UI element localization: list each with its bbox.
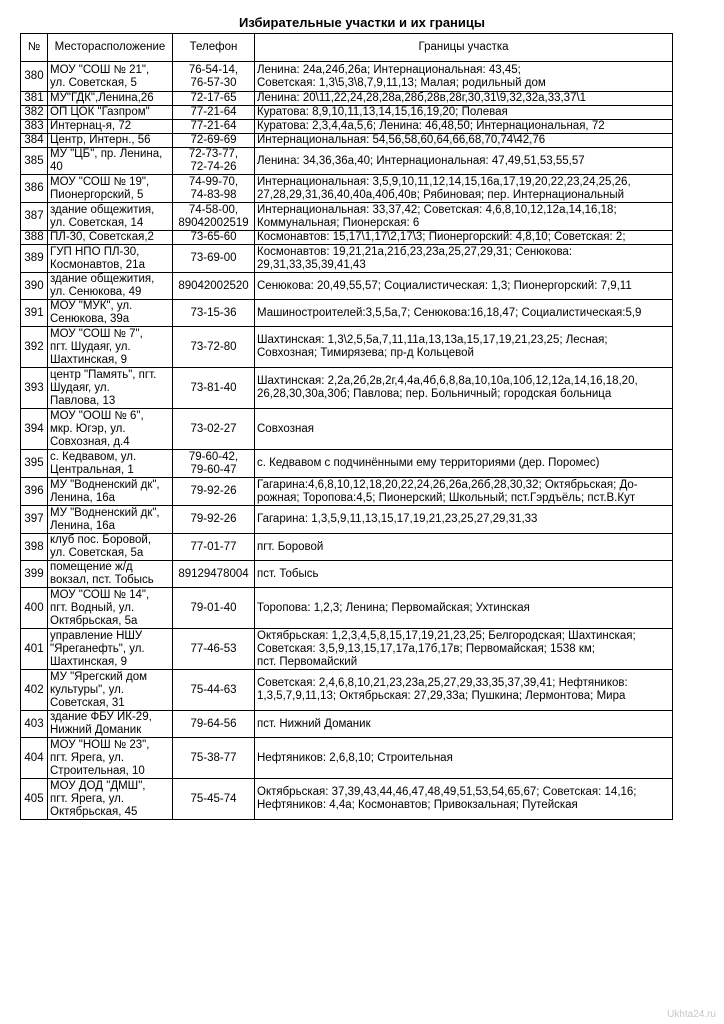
row-location-line: клуб пос. Боровой, bbox=[50, 534, 152, 546]
row-number: 402 bbox=[21, 670, 48, 711]
row-phone-line: 79-60-47 bbox=[190, 463, 237, 476]
row-location-line: МОУ "НОШ № 23", bbox=[50, 738, 150, 751]
row-location bbox=[48, 92, 173, 106]
row-boundaries bbox=[255, 368, 673, 409]
row-boundaries bbox=[255, 506, 673, 534]
row-location-line: МУ"ГДК",Ленина,26 bbox=[50, 92, 154, 104]
row-phone-line: 77-01-77 bbox=[190, 540, 237, 553]
row-location bbox=[48, 231, 173, 245]
table-row bbox=[21, 273, 673, 300]
row-phone bbox=[173, 588, 255, 629]
row-location bbox=[48, 134, 173, 148]
row-location-line: Строительная, 10 bbox=[50, 764, 145, 777]
row-boundaries bbox=[255, 409, 673, 450]
row-location-line: МУ "ЦБ", пр. Ленина, bbox=[50, 148, 163, 160]
row-boundaries bbox=[255, 203, 673, 231]
row-number: 395 bbox=[21, 450, 48, 478]
row-location-line: Центральная, 1 bbox=[50, 463, 134, 476]
row-phone bbox=[173, 273, 255, 300]
row-boundaries bbox=[255, 670, 673, 711]
row-boundaries bbox=[255, 327, 673, 368]
row-boundaries-line: Машиностроителей:3,5,5а,7; Сенюкова:16,18,47; Социалистическая:5,9 bbox=[257, 306, 642, 319]
row-location bbox=[48, 670, 173, 711]
row-number: 381 bbox=[21, 92, 48, 106]
table-row bbox=[21, 629, 673, 670]
row-phone-line: 75-45-74 bbox=[190, 792, 237, 805]
row-phone bbox=[173, 629, 255, 670]
table-row bbox=[21, 327, 673, 368]
table-row bbox=[21, 231, 673, 245]
table-row bbox=[21, 92, 673, 106]
row-location-line: 40 bbox=[50, 161, 63, 173]
row-location-line: пгт. Ярега, ул. bbox=[50, 751, 125, 764]
row-phone bbox=[173, 62, 255, 92]
row-boundaries-line: Совхозная; Тимирязева; пр-д Кольцевой bbox=[257, 347, 474, 359]
row-boundaries bbox=[255, 231, 673, 245]
row-number: 387 bbox=[21, 203, 48, 231]
row-location bbox=[48, 273, 173, 300]
table-row bbox=[21, 106, 673, 120]
table-row bbox=[21, 450, 673, 478]
row-phone-line: 75-38-77 bbox=[190, 751, 237, 764]
table-row bbox=[21, 506, 673, 534]
row-phone bbox=[173, 148, 255, 175]
row-phone bbox=[173, 92, 255, 106]
row-number: 400 bbox=[21, 588, 48, 629]
row-boundaries-line: пгт. Боровой bbox=[257, 540, 324, 553]
row-boundaries bbox=[255, 629, 673, 670]
row-location-line: Советская, 31 bbox=[50, 696, 125, 709]
row-location-line: здание общежития, bbox=[50, 203, 155, 216]
row-boundaries-line: пст. Тобысь bbox=[257, 567, 319, 580]
row-boundaries-line: Интернациональная: 3,5,9,10,11,12,14,15,16а,17,19,20,22,23,24,25,26, bbox=[257, 175, 631, 188]
row-location-line: ПЛ-30, Советская,2 bbox=[50, 231, 154, 243]
row-number: 382 bbox=[21, 106, 48, 120]
row-number: 380 bbox=[21, 62, 48, 92]
row-location bbox=[48, 106, 173, 120]
row-boundaries-line: Октябрьская: 1,2,3,4,5,8,15,17,19,21,23,25; Белгородская; Шахтинская; bbox=[257, 629, 636, 642]
row-phone-line: 73-15-36 bbox=[190, 306, 237, 319]
row-phone bbox=[173, 120, 255, 134]
row-location bbox=[48, 245, 173, 273]
row-phone-line: 76-54-14, bbox=[188, 63, 239, 76]
row-location-line: МОУ "СОШ № 21", bbox=[50, 63, 150, 76]
row-boundaries-line: Коммунальная; Пионерская: 6 bbox=[257, 216, 420, 229]
row-location-line: МОУ ДОД "ДМШ", bbox=[50, 779, 146, 792]
row-location-line: ул. Советская, 14 bbox=[50, 216, 144, 229]
row-phone-line: 89042002520 bbox=[178, 279, 249, 292]
row-phone-line: 79-01-40 bbox=[190, 601, 237, 614]
row-boundaries bbox=[255, 588, 673, 629]
row-phone bbox=[173, 368, 255, 409]
row-location-line: Интернац-я, 72 bbox=[50, 120, 132, 132]
row-phone-line: 73-65-60 bbox=[190, 231, 237, 243]
row-number: 384 bbox=[21, 134, 48, 148]
row-phone-line: 77-21-64 bbox=[190, 120, 237, 132]
table-body bbox=[21, 62, 673, 820]
row-boundaries bbox=[255, 300, 673, 327]
row-phone bbox=[173, 245, 255, 273]
row-phone bbox=[173, 300, 255, 327]
row-phone-line: 79-64-56 bbox=[190, 717, 237, 730]
row-location-line: Нижний Доманик bbox=[50, 724, 142, 736]
row-location bbox=[48, 779, 173, 820]
row-location bbox=[48, 120, 173, 134]
row-location-line: ОП ЦОК "Газпром" bbox=[50, 106, 150, 118]
row-location-line: Совхозная, д.4 bbox=[50, 435, 130, 448]
row-number: 385 bbox=[21, 148, 48, 175]
row-location-line: Сенюкова, 39а bbox=[50, 313, 130, 325]
row-phone bbox=[173, 231, 255, 245]
row-location bbox=[48, 175, 173, 203]
row-phone bbox=[173, 450, 255, 478]
watermark: Ukhta24.ru bbox=[667, 1009, 716, 1020]
row-phone-line: 74-99-70, bbox=[188, 175, 239, 188]
row-boundaries-line: Гагарина: 1,3,5,9,11,13,15,17,19,21,23,25,27,29,31,33 bbox=[257, 513, 538, 525]
table-row bbox=[21, 588, 673, 629]
row-number: 390 bbox=[21, 273, 48, 300]
row-boundaries-line: Интернациональная: 33,37,42; Советская: 4,6,8,10,12,12а,14,16,18; bbox=[257, 203, 617, 216]
row-location-line: МОУ "ООШ № 6", bbox=[50, 409, 144, 422]
row-location bbox=[48, 588, 173, 629]
row-boundaries-line: Советская: 2,4,6,8,10,21,23,23а,25,27,29,33,35,37,39,41; Нефтяников: bbox=[257, 677, 628, 689]
header-phone: Телефон bbox=[173, 34, 255, 62]
row-number: 397 bbox=[21, 506, 48, 534]
row-number: 405 bbox=[21, 779, 48, 820]
row-boundaries bbox=[255, 175, 673, 203]
row-phone bbox=[173, 134, 255, 148]
row-phone-line: 79-60-42, bbox=[188, 450, 239, 463]
row-location bbox=[48, 478, 173, 506]
polling-stations-table bbox=[20, 33, 673, 820]
row-location-line: здание ФБУ ИК-29, bbox=[50, 711, 152, 723]
row-location-line: пгт. Водный, ул. bbox=[50, 601, 135, 614]
row-location-line: Космонавтов, 21а bbox=[50, 258, 145, 271]
row-number: 396 bbox=[21, 478, 48, 506]
row-number: 403 bbox=[21, 711, 48, 738]
row-location bbox=[48, 203, 173, 231]
row-boundaries bbox=[255, 561, 673, 588]
row-number: 391 bbox=[21, 300, 48, 327]
row-phone bbox=[173, 534, 255, 561]
header-location: Месторасположение bbox=[48, 34, 173, 62]
row-location-line: культуры", ул. bbox=[50, 683, 125, 696]
row-boundaries bbox=[255, 134, 673, 148]
row-location bbox=[48, 711, 173, 738]
row-boundaries-line: Октябрьская: 37,39,43,44,46,47,48,49,51,53,54,65,67; Советская: 14,16; bbox=[257, 786, 637, 798]
row-boundaries-line: Куратова: 2,3,4,4а,5,6; Ленина: 46,48,50; Интернациональная, 72 bbox=[257, 120, 605, 132]
row-location-line: МОУ "СОШ № 7", bbox=[50, 327, 143, 340]
row-location-line: МОУ "МУК", ул. bbox=[50, 300, 133, 312]
row-phone bbox=[173, 779, 255, 820]
row-phone-line: 72-73-77, bbox=[188, 148, 239, 160]
row-number: 389 bbox=[21, 245, 48, 273]
row-boundaries-line: Ленина: 34,36,36а,40; Интернациональная: 47,49,51,53,55,57 bbox=[257, 154, 585, 167]
row-boundaries bbox=[255, 450, 673, 478]
row-phone-line: 73-81-40 bbox=[190, 381, 237, 394]
row-phone-line: 74-58-00, bbox=[188, 203, 239, 216]
row-phone-line: 72-69-69 bbox=[190, 134, 237, 146]
table-row bbox=[21, 368, 673, 409]
row-phone-line: 79-92-26 bbox=[190, 513, 237, 525]
row-location-line: с. Кедвавом, ул. bbox=[50, 450, 137, 463]
row-location-line: пгт. Шудаяг, ул. bbox=[50, 340, 131, 353]
row-location-line: помещение ж/д bbox=[50, 561, 133, 573]
row-boundaries-line: Космонавтов: 19,21,21а,21б,23,23а,25,27,29,31; Сенюкова: bbox=[257, 245, 573, 258]
row-phone bbox=[173, 506, 255, 534]
row-location-line: здание общежития, bbox=[50, 273, 155, 285]
row-boundaries bbox=[255, 120, 673, 134]
row-phone bbox=[173, 738, 255, 779]
table-row bbox=[21, 134, 673, 148]
row-location bbox=[48, 506, 173, 534]
row-location-line: МУ "Водненский дк", bbox=[50, 506, 160, 519]
row-location-line: МОУ "СОШ № 19", bbox=[50, 175, 150, 188]
row-boundaries-line: Нефтяников: 4,4а; Космонавтов; Привокзальная; Путейская bbox=[257, 799, 578, 811]
row-location-line: пгт. Ярега, ул. bbox=[50, 792, 125, 805]
row-number: 386 bbox=[21, 175, 48, 203]
row-location-line: МОУ "СОШ № 14", bbox=[50, 588, 150, 601]
row-boundaries bbox=[255, 62, 673, 92]
row-boundaries-line: 1,3,5,7,9,11,13; Октябрьская: 27,29,33а; Пушкина; Лермонтова; Мира bbox=[257, 690, 626, 702]
header-boundaries: Границы участка bbox=[255, 34, 673, 62]
row-phone bbox=[173, 203, 255, 231]
table-row bbox=[21, 478, 673, 506]
row-location bbox=[48, 368, 173, 409]
row-phone-line: 73-02-27 bbox=[190, 422, 237, 435]
row-boundaries bbox=[255, 92, 673, 106]
row-boundaries-line: пст. Первомайский bbox=[257, 655, 358, 668]
page-title: Избирательные участки и их границы bbox=[239, 15, 485, 30]
row-boundaries bbox=[255, 779, 673, 820]
row-location-line: "Яреганефть", ул. bbox=[50, 642, 145, 655]
table-row bbox=[21, 409, 673, 450]
row-location-line: управление НШУ bbox=[50, 629, 143, 642]
row-phone-line: 79-92-26 bbox=[190, 485, 237, 497]
row-phone-line: 77-46-53 bbox=[190, 642, 237, 655]
row-number: 399 bbox=[21, 561, 48, 588]
row-location-line: Центр, Интерн., 56 bbox=[50, 134, 151, 146]
row-boundaries bbox=[255, 106, 673, 120]
row-number: 398 bbox=[21, 534, 48, 561]
table-row bbox=[21, 148, 673, 175]
row-location bbox=[48, 300, 173, 327]
table-header-row bbox=[21, 34, 673, 62]
table-row bbox=[21, 300, 673, 327]
row-phone bbox=[173, 175, 255, 203]
row-boundaries bbox=[255, 738, 673, 779]
row-phone-line: 72-17-65 bbox=[190, 92, 237, 104]
row-boundaries-line: Сенюкова: 20,49,55,57; Социалистическая: 1,3; Пионергорский: 7,9,11 bbox=[257, 279, 632, 292]
row-boundaries bbox=[255, 245, 673, 273]
row-location-line: Пионергорский, 5 bbox=[50, 188, 144, 201]
row-location bbox=[48, 629, 173, 670]
row-number: 394 bbox=[21, 409, 48, 450]
row-boundaries-line: с. Кедвавом с подчинёнными ему территориями (дер. Поромес) bbox=[257, 457, 600, 469]
table-row bbox=[21, 670, 673, 711]
row-phone-line: 76-57-30 bbox=[190, 76, 237, 89]
row-phone-line: 77-21-64 bbox=[190, 106, 237, 118]
row-number: 393 bbox=[21, 368, 48, 409]
row-boundaries bbox=[255, 711, 673, 738]
row-boundaries-line: Торопова: 1,2,3; Ленина; Первомайская; Ухтинская bbox=[257, 601, 530, 614]
row-location-line: Шахтинская, 9 bbox=[50, 353, 128, 366]
table-row bbox=[21, 561, 673, 588]
row-location bbox=[48, 409, 173, 450]
row-location-line: Ленина, 16а bbox=[50, 491, 116, 504]
row-phone bbox=[173, 478, 255, 506]
row-location-line: вокзал, пст. Тобысь bbox=[50, 574, 154, 586]
row-number: 404 bbox=[21, 738, 48, 779]
row-boundaries-line: Ленина: 24а,24б,26а; Интернациональная: 43,45; bbox=[257, 63, 521, 76]
row-boundaries-line: Интернациональная: 54,56,58,60,64,66,68,70,74\42,76 bbox=[257, 134, 546, 146]
row-boundaries-line: Советская: 3,5,9,13,15,17,17а,17б,17в; Первомайская; 1538 км; bbox=[257, 642, 595, 655]
row-location-line: мкр. Югэр, ул. bbox=[50, 422, 126, 435]
row-phone-line: 72-74-26 bbox=[190, 161, 237, 173]
header-number: № bbox=[21, 34, 48, 62]
table-row bbox=[21, 120, 673, 134]
row-phone-line: 89042002519 bbox=[178, 216, 249, 229]
row-boundaries-line: Космонавтов: 15,17\1,17\2,17\3; Пионергорский: 4,8,10; Советская: 2; bbox=[257, 231, 626, 243]
row-number: 392 bbox=[21, 327, 48, 368]
row-location bbox=[48, 62, 173, 92]
row-phone-line: 89129478004 bbox=[178, 567, 249, 580]
row-boundaries-line: 26,28,30,30а,30б; Павлова; пер. Больничный; городская больница bbox=[257, 388, 612, 400]
table-row bbox=[21, 534, 673, 561]
row-location-line: Шахтинская, 9 bbox=[50, 655, 128, 668]
row-location-line: ГУП НПО ПЛ-30, bbox=[50, 245, 140, 258]
row-location-line: Октябрьская, 5а bbox=[50, 614, 138, 627]
row-phone-line: 73-69-00 bbox=[190, 252, 237, 264]
row-location bbox=[48, 450, 173, 478]
row-phone-line: 74-83-98 bbox=[190, 188, 237, 201]
row-location-line: ул. Советская, 5 bbox=[50, 76, 137, 89]
row-phone bbox=[173, 106, 255, 120]
row-location bbox=[48, 148, 173, 175]
row-location-line: ул. Советская, 5а bbox=[50, 547, 144, 559]
table-row bbox=[21, 62, 673, 92]
row-boundaries bbox=[255, 478, 673, 506]
row-number: 383 bbox=[21, 120, 48, 134]
row-phone bbox=[173, 327, 255, 368]
row-boundaries-line: Куратова: 8,9,10,11,13,14,15,16,19,20; Полевая bbox=[257, 106, 508, 118]
table-row bbox=[21, 245, 673, 273]
row-location-line: Павлова, 13 bbox=[50, 394, 116, 407]
row-location-line: МУ "Водненский дк", bbox=[50, 478, 160, 491]
row-boundaries-line: 29,31,33,35,39,41,43 bbox=[257, 258, 366, 271]
row-location-line: Шудаяг, ул. bbox=[50, 381, 110, 394]
row-boundaries bbox=[255, 148, 673, 175]
row-boundaries-line: Совхозная bbox=[257, 422, 314, 435]
row-boundaries-line: Советская: 1,3\5,3\8,7,9,11,13; Малая; родильный дом bbox=[257, 76, 546, 89]
row-boundaries-line: 27,28,29,31,36,40,40а,40б,40в; Рябиновая; пер. Интернациональный bbox=[257, 188, 625, 201]
row-boundaries-line: Шахтинская: 1,3\2,5,5а,7,11,11а,13,13а,15,17,19,21,23,25; Лесная; bbox=[257, 334, 608, 346]
table-row bbox=[21, 779, 673, 820]
row-boundaries bbox=[255, 534, 673, 561]
row-phone bbox=[173, 711, 255, 738]
table-row bbox=[21, 203, 673, 231]
row-boundaries-line: Шахтинская: 2,2а,2б,2в,2г,4,4а,4б,6,8,8а,10,10а,10б,12,12а,14,16,18,20, bbox=[257, 375, 638, 387]
row-location bbox=[48, 561, 173, 588]
row-location bbox=[48, 738, 173, 779]
row-location-line: ул. Сенюкова, 49 bbox=[50, 286, 142, 298]
row-phone-line: 73-72-80 bbox=[190, 340, 237, 353]
row-boundaries-line: пст. Нижний Доманик bbox=[257, 717, 371, 730]
table-row bbox=[21, 738, 673, 779]
table-row bbox=[21, 711, 673, 738]
row-phone bbox=[173, 561, 255, 588]
row-location-line: Октябрьская, 45 bbox=[50, 805, 138, 818]
row-location-line: Ленина, 16а bbox=[50, 519, 116, 532]
row-location bbox=[48, 327, 173, 368]
row-phone-line: 75-44-63 bbox=[190, 683, 237, 696]
row-number: 401 bbox=[21, 629, 48, 670]
row-boundaries-line: Нефтяников: 2,6,8,10; Строительная bbox=[257, 751, 453, 764]
row-location-line: центр "Память", пгт. bbox=[50, 368, 157, 381]
row-boundaries-line: Гагарина:4,6,8,10,12,18,20,22,24,26,26а,26б,28,30,32; Октябрьская; До- bbox=[257, 478, 638, 491]
row-boundaries-line: Ленина: 20\11,22,24,28,28а,28б,28в,28г,30,31\9,32,32а,33,37\1 bbox=[257, 92, 587, 104]
row-phone bbox=[173, 670, 255, 711]
row-boundaries-line: рожная; Торопова:4,5; Пионерский; Школьный; пст.Гэрдъёль; пст.В.Кут bbox=[257, 491, 636, 504]
row-location bbox=[48, 534, 173, 561]
row-location-line: МУ "Ярегский дом bbox=[50, 670, 148, 683]
row-phone bbox=[173, 409, 255, 450]
table-row bbox=[21, 175, 673, 203]
row-number: 388 bbox=[21, 231, 48, 245]
row-boundaries bbox=[255, 273, 673, 300]
